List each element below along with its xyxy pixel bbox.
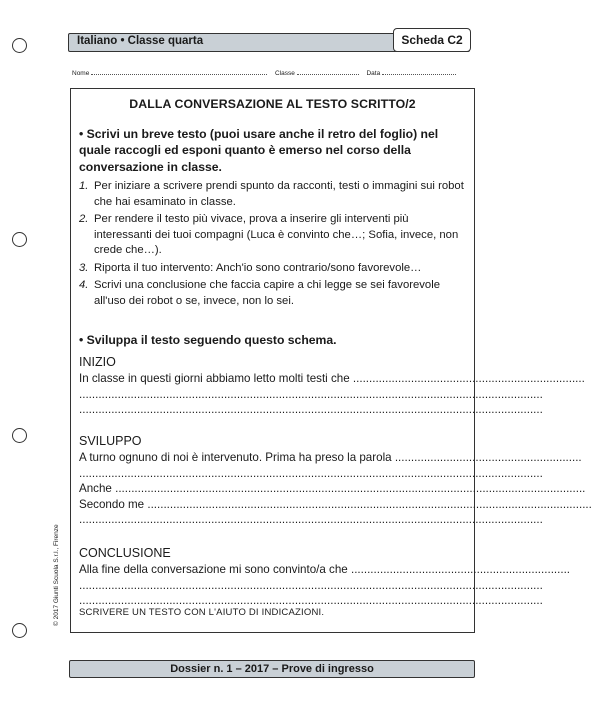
class-field[interactable] [297, 68, 359, 75]
name-label: Nome [72, 70, 90, 77]
list-item: 4. Scrivi una conclusione che faccia capire a chi legge se sei favorevole all'uso dei robot o se, invece, non lo sei. [79, 279, 441, 307]
list-item: 1. Per iniziare a scrivere prendi spunto da racconti, testi o immagini sui robot che hai esaminato in classe. [79, 180, 464, 208]
date-label: Data [366, 70, 381, 77]
header-bar [68, 33, 470, 52]
schema-instruction: • Sviluppa il testo seguendo questo schema. [79, 333, 337, 347]
punch-hole-icon [12, 428, 27, 443]
worksheet-frame [70, 88, 592, 633]
punch-hole-icon [12, 232, 27, 247]
worksheet-title: DALLA CONVERSAZIONE AL TESTO SCRITTO/2 [129, 97, 416, 111]
writing-line[interactable]: ................................................................................................................................................ [79, 403, 543, 417]
intro-instruction: • Scrivi un breve testo (puoi usare anche il retro del foglio) nel quale raccogli ed esponi quanto è emerso nel corso della conversazione in classe. [79, 127, 439, 174]
date-field[interactable] [382, 68, 456, 75]
writing-line[interactable]: ................................................................................................................................................ [79, 513, 543, 527]
name-field[interactable] [91, 68, 267, 75]
class-label: Classe [274, 70, 295, 77]
section-title: INIZIO [79, 355, 116, 369]
writing-line[interactable]: ................................................................................................................................................ [79, 387, 543, 401]
list-item: 2. Per rendere il testo più vivace, prova a inserire gli interventi più interessanti dei tuoi compagni (Luca è convinto che…; Sofia, invece, non crede che…). [79, 213, 459, 256]
punch-hole-icon [12, 38, 27, 53]
writing-line[interactable]: ................................................................................................................................................ [79, 578, 543, 592]
section-conclusione [79, 546, 571, 609]
writing-line[interactable]: Alla fine della conversazione mi sono convinto/a che .................................................................... [79, 563, 571, 577]
writing-line[interactable]: Secondo me .......................................................................................................................................... [79, 497, 592, 511]
writing-line[interactable]: A turno ognuno di noi è intervenuto. Prima ha preso la parola .......................................................... [79, 451, 582, 465]
writing-line[interactable]: In classe in questi giorni abbiamo letto molti testi che ........................................................................ [79, 372, 585, 386]
subject-class-label: Italiano • Classe quarta [77, 35, 204, 47]
footer-bar: Dossier n. 1 – 2017 – Prove di ingresso [69, 660, 475, 678]
section-inizio [79, 355, 585, 418]
punch-hole-icon [12, 623, 27, 638]
sheet-tab: Scheda C2 [393, 28, 471, 52]
copyright-note: © 2017 Giunti Scuola S.r.l., Firenze [53, 524, 60, 626]
list-item: 3. Riporta il tuo intervento: Anch'io sono contrario/sono favorevole… [79, 261, 422, 274]
writing-line[interactable]: Anche .................................................................................................................................................. [79, 482, 586, 496]
instruction-list [79, 179, 467, 311]
section-title: CONCLUSIONE [79, 546, 171, 560]
student-fields [72, 68, 456, 77]
writing-line[interactable]: ................................................................................................................................................ [79, 466, 543, 480]
writing-line[interactable]: ................................................................................................................................................ [79, 594, 543, 608]
section-sviluppo [79, 434, 592, 527]
skill-caption: SCRIVERE UN TESTO CON L'AIUTO DI INDICAZIONI. [79, 607, 325, 618]
section-title: SVILUPPO [79, 434, 142, 448]
